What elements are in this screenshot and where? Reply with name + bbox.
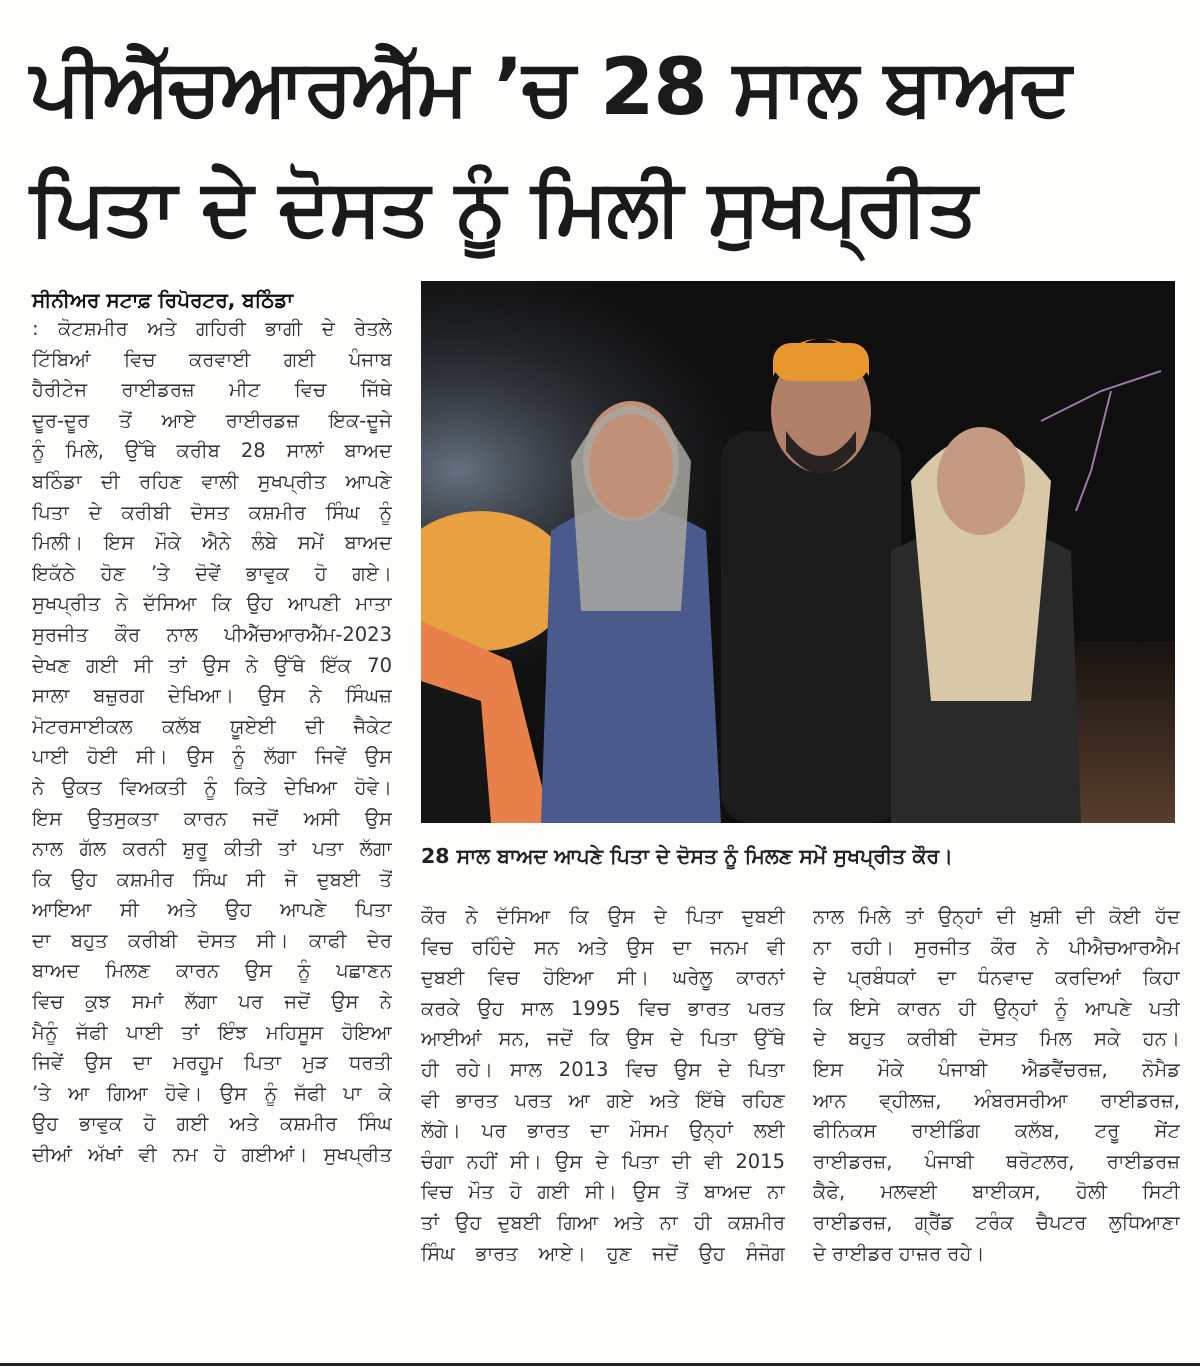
article-line: ਟਿੱਬਿਆਂ ਵਿਚ ਕਰਵਾਈ ਗਈ ਪੰਜਾਬ [32,347,392,371]
motorcycle [421,681,491,823]
article-line: ਹੈਰੀਟੇਜ ਰਾਈਡਰਜ਼ ਮੀਟ ਵਿਚ ਜਿੱਥੇ [32,378,392,402]
article-line: ਦੇ ਬਹੁਤ ਕਰੀਬੀ ਦੋਸਤ ਮਿਲ ਸਕੇ ਹਨ। [813,1027,1180,1051]
article-line: ਤਾਂ ਉਹ ਦੁਬਈ ਗਿਆ ਅਤੇ ਨਾ ਹੀ ਕਸ਼ਮੀਰ [421,1210,785,1234]
article-line: ਮਿਲੀ। ਇਸ ਮੌਕੇ ਐਨੇ ਲੰਬੇ ਸਮੇਂ ਬਾਅਦ [32,531,392,555]
article-line: ’ਤੇ ਆ ਗਿਆ ਹੋਵੇ। ਉਸ ਨੂੰ ਜੱਫੀ ਪਾ ਕੇ [32,1081,392,1105]
article-column-3 [813,902,1180,1269]
article-line: ਦੁਬਈ ਵਿਚ ਹੋਇਆ ਸੀ। ਘਰੇਲੂ ਕਾਰਨਾਂ [421,966,785,990]
article-line: ਨੇ ਉਕਤ ਵਿਅਕਤੀ ਨੂੰ ਕਿਤੇ ਦੇਖਿਆ ਹੋਵੇ। [32,775,392,799]
article-line: ਦੀਆਂ ਅੱਖਾਂ ਵੀ ਨਮ ਹੋ ਗਈਆਂ। ਸੁਖਪ੍ਰੀਤ [32,1143,392,1167]
article-line: ਸੁਖਪ੍ਰੀਤ ਨੇ ਦੱਸਿਆ ਕਿ ਉਹ ਆਪਣੀ ਮਾਤਾ [32,592,392,616]
woman-left-face-front [589,414,673,518]
article-line: ਇਕੱਠੇ ਹੋਣ ’ਤੇ ਦੋਵੇਂ ਭਾਵੁਕ ਹੋ ਗਏ। [32,561,392,585]
article-line: ਵੀ ਭਾਰਤ ਪਰਤ ਆ ਗਏ ਅਤੇ ਇੱਥੇ ਰਹਿਣ [421,1088,785,1112]
article-line: ਦੇ ਪ੍ਰਬੰਧਕਾਂ ਦਾ ਧੰਨਵਾਦ ਕਰਦਿਆਂ ਕਿਹਾ [813,966,1180,990]
article-column-1 [32,314,392,1171]
article-line: ਨਾਲ ਗੱਲ ਕਰਨੀ ਸ਼ੁਰੂ ਕੀਤੀ ਤਾਂ ਪਤਾ ਲੱਗਾ [32,837,392,861]
news-photo [421,281,1175,823]
article-line: ਚੰਗਾ ਨਹੀਂ ਸੀ। ਉਸ ਦੇ ਪਿਤਾ ਦੀ ਵੀ 2015 [421,1149,785,1173]
article-line: ਜਿਵੇਂ ਉਸ ਦਾ ਮਰਹੂਮ ਪਿਤਾ ਮੁੜ ਧਰਤੀ [32,1051,392,1075]
article-line: ਫੀਨਿਕਸ ਰਾਈਡਿੰਗ ਕਲੱਬ, ਟਰੂ ਸੇਂਟ [813,1119,1180,1143]
photo-caption: 28 ਸਾਲ ਬਾਅਦ ਆਪਣੇ ਪਿਤਾ ਦੇ ਦੋਸਤ ਨੂੰ ਮਿਲਣ ਸਮੇਂ ਸੁਖਪ੍ਰੀਤ ਕੌਰ। [421,844,953,868]
article-line: ਨਾ ਰਹੀ। ਸੁਰਜੀਤ ਕੌਰ ਨੇ ਪੀਐਚਆਰਐਮ [813,935,1180,959]
article-line: ਪਿਤਾ ਦੇ ਕਰੀਬੀ ਦੋਸਤ ਕਸ਼ਮੀਰ ਸਿੰਘ ਨੂੰ [32,500,392,524]
article-line: ਸਿੰਘ ਭਾਰਤ ਆਏ। ਹੁਣ ਜਦੋਂ ਉਹ ਸੰਜੋਗ [421,1241,785,1265]
turban-band [773,343,869,381]
article-line: ਕੈਫੇ, ਮਲਵਈ ਬਾਈਕਸ, ਹੋਲੀ ਸਿਟੀ [813,1180,1180,1204]
article-line: ਕਿ ਉਹ ਕਸ਼ਮੀਰ ਸਿੰਘ ਸੀ ਜੋ ਦੁਬਈ ਤੋਂ [32,867,392,891]
article-line: ਸਾਲਾ ਬਜ਼ੁਰਗ ਦੇਖਿਆ। ਉਸ ਨੇ ਸਿੰਘਜ਼ [32,684,392,708]
article-line: ਬਠਿੰਡਾ ਦੀ ਰਹਿਣ ਵਾਲੀ ਸੁਖਪ੍ਰੀਤ ਆਪਣੇ [32,469,392,493]
article-line: ਬਾਅਦ ਮਿਲਣ ਕਾਰਨ ਉਸ ਨੂੰ ਪਛਾਣਨ [32,959,392,983]
article-line: ਦਾ ਬਹੁਤ ਕਰੀਬੀ ਦੋਸਤ ਸੀ। ਕਾਫੀ ਦੇਰ [32,928,392,952]
article-line: ਰਾਈਡਰਜ਼, ਗ੍ਰੈਂਡ ਟਰੰਕ ਚੈਪਟਰ ਲੁਧਿਆਣਾ [813,1210,1180,1234]
article-line: ਦੂਰ-ਦੂਰ ਤੋਂ ਆਏ ਰਾਈਰਡਜ਼ ਇਕ-ਦੂਜੇ [32,408,392,432]
article-line: ਕੌਰ ਨੇ ਦੱਸਿਆ ਕਿ ਉਸ ਦੇ ਪਿਤਾ ਦੁਬਈ [421,905,785,928]
article-line: ਆਇਆ ਸੀ ਅਤੇ ਉਹ ਆਪਣੇ ਪਿਤਾ [32,898,392,922]
headline-line-2: ਪਿਤਾ ਦੇ ਦੋਸਤ ਨੂੰ ਮਿਲੀ ਸੁਖਪ੍ਰੀਤ [30,163,977,253]
article-line: : ਕੋਟਸ਼ਮੀਰ ਅਤੇ ਗਹਿਰੀ ਭਾਗੀ ਦੇ ਰੇਤਲੇ [32,317,392,340]
article-line: ਨਾਲ ਮਿਲੇ ਤਾਂ ਉਨ੍ਹਾਂ ਦੀ ਖ਼ੁਸ਼ੀ ਦੀ ਕੋਈ ਹੱਦ [813,905,1180,928]
article-line: ਮੋਟਰਸਾਈਕਲ ਕਲੱਬ ਯੂਏਈ ਦੀ ਜੈਕੇਟ [32,714,392,738]
article-line: ਉਹ ਭਾਵੁਕ ਹੋ ਗਈ ਅਤੇ ਕਸ਼ਮੀਰ ਸਿੰਘ [32,1112,392,1136]
article-line: ਆਈਆਂ ਸਨ, ਜਦੋਂ ਕਿ ਉਸ ਦੇ ਪਿਤਾ ਉੱਥੇ [421,1027,785,1051]
article-line: ਹੀ ਰਹੇ। ਸਾਲ 2013 ਵਿਚ ਉਸ ਦੇ ਪਿਤਾ [421,1057,785,1081]
article-line: ਆਨ ਵ੍ਹੀਲਜ਼, ਅੰਬਰਸਰੀਆ ਰਾਈਡਰਜ਼, [813,1088,1180,1112]
article-line: ਪਾਈ ਹੋਈ ਸੀ। ਉਸ ਨੂੰ ਲੱਗਾ ਜਿਵੇਂ ਉਸ [32,745,392,769]
article-line: ਦੇ ਰਾਈਡਰ ਹਾਜ਼ਰ ਰਹੇ। [813,1241,985,1265]
article-line: ਵਿਚ ਰਹਿੰਦੇ ਸਨ ਅਤੇ ਉਸ ਦਾ ਜਨਮ ਵੀ [421,935,785,959]
photo-illustration [421,281,1175,823]
article-line: ਕਰਕੇ ਉਹ ਸਾਲ 1995 ਵਿਚ ਭਾਰਤ ਪਰਤ [421,996,785,1020]
article-line: ਦੇਖਣ ਗਈ ਸੀ ਤਾਂ ਉਸ ਨੇ ਉੱਥੇ ਇੱਕ 70 [32,653,392,677]
article-line: ਮੈਨੂੰ ਜੱਫੀ ਪਾਈ ਤਾਂ ਇੰਝ ਮਹਿਸੂਸ ਹੋਇਆ [32,1020,392,1044]
bottom-rule [0,1363,1200,1366]
article-line: ਵਿਚ ਕੁਝ ਸਮਾਂ ਲੱਗਾ ਪਰ ਜਦੋਂ ਉਸ ਨੇ [32,990,392,1014]
headline-line-1: ਪੀਐੱਚਆਰਐੱਮ ’ਚ 28 ਸਾਲ ਬਾਅਦ [30,43,1071,133]
article-line: ਇਸ ਮੌਕੇ ਪੰਜਾਬੀ ਐਡਵੈਂਚਰਜ਼, ਨੋਮੈਡ [813,1057,1180,1081]
article-line: ਵਿਚ ਮੌਤ ਹੋ ਗਈ ਸੀ। ਉਸ ਤੋਂ ਬਾਅਦ ਨਾ [421,1180,785,1204]
byline: ਸੀਨੀਅਰ ਸਟਾਫ਼ ਰਿਪੋਰਟਰ, ਬਠਿੰਡਾ [32,288,294,312]
man-jacket [721,431,901,823]
article-line: ਨੂੰ ਮਿਲੇ, ਉੱਥੇ ਕਰੀਬ 28 ਸਾਲਾਂ ਬਾਅਦ [32,439,392,463]
article-line: ਸੁਰਜੀਤ ਕੌਰ ਨਾਲ ਪੀਐੱਚਆਰਐੱਮ-2023 [32,622,392,646]
headline [30,28,1180,268]
woman-right-face [937,427,1025,535]
article-line: ਕਿ ਇਸੇ ਕਾਰਨ ਹੀ ਉਨ੍ਹਾਂ ਨੂੰ ਆਪਣੇ ਪਤੀ [813,996,1180,1020]
article-line: ਇਸ ਉਤਸੁਕਤਾ ਕਾਰਨ ਜਦੋਂ ਅਸੀ ਉਸ [32,806,392,830]
article-line: ਰਾਈਡਰਜ਼, ਪੰਜਾਬੀ ਥਰੋਟਲਰ, ਰਾਈਡਰਜ਼ [813,1149,1180,1173]
article-column-2 [421,902,785,1269]
article-line: ਲੱਗੇ। ਪਰ ਭਾਰਤ ਦਾ ਮੌਸਮ ਉਨ੍ਹਾਂ ਲਈ [421,1119,785,1143]
